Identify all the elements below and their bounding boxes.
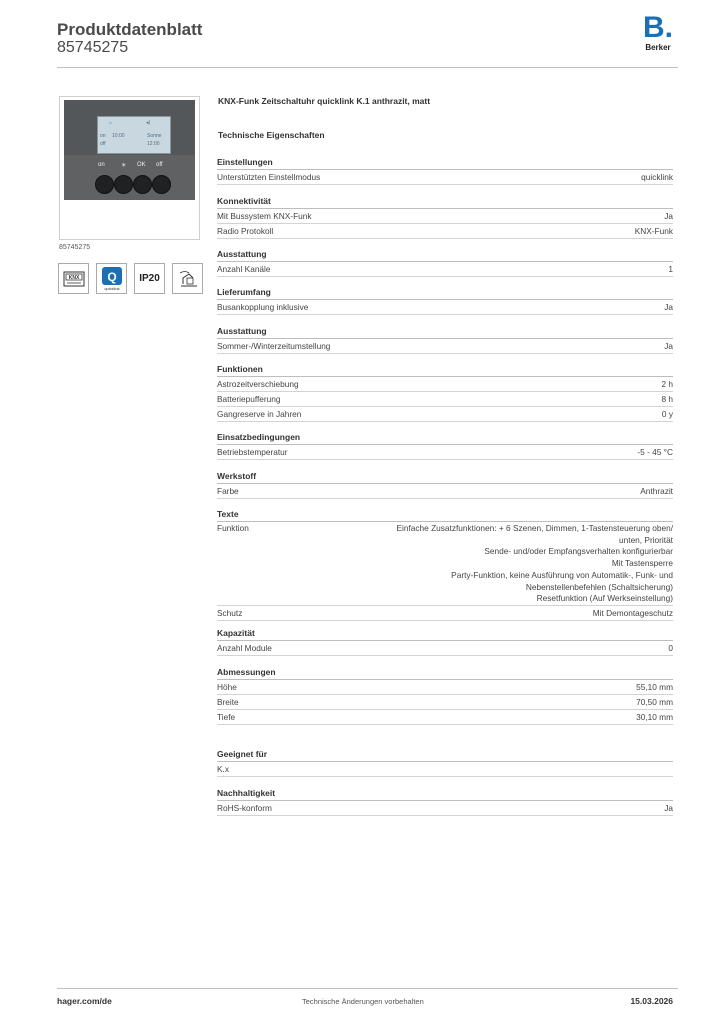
spec-row: Schutz Mit Demontageschutz — [217, 606, 673, 621]
footer-date: 15.03.2026 — [630, 996, 673, 1006]
section-einsatzbedingungen — [217, 431, 673, 460]
spec-row: Tiefe 30,10 mm — [217, 710, 673, 725]
section-geeignet — [217, 748, 673, 777]
section-heading: Konnektivität — [217, 195, 673, 209]
spec-row: Funktion Einfache Zusatzfunktionen: + 6 Szenen, Dimmen, 1-Tastensteuerung oben/ unten, Priorität Sende- und/oder Empfangsverhalten konfigurierbar Mit Tastensperre Party-Funktion, keine Ausführung von Automatik-, Funk- und Nebenstellenbefehlen (Schaltsicherung) Resetfunktion (Auf Werkseinstellung) — [217, 522, 673, 606]
spec-row: Mit Bussystem KNX-Funk Ja — [217, 209, 673, 224]
section-heading: Lieferumfang — [217, 286, 673, 300]
device-button — [114, 175, 133, 194]
product-image — [59, 96, 200, 240]
spec-row: Radio Protokoll KNX-Funk — [217, 224, 673, 239]
spec-row: Höhe 55,10 mm — [217, 680, 673, 695]
knx-rf-icon — [58, 263, 89, 294]
section-einstellungen — [217, 156, 673, 185]
section-kapazitaet — [217, 627, 673, 656]
device-illustration: ☼ ◂) on 10:00 Sonne off 12:00 on ☀ OK off — [64, 100, 195, 200]
section-abmessungen — [217, 666, 673, 725]
section-funktionen — [217, 363, 673, 422]
svg-text:Q: Q — [106, 269, 117, 284]
speaker-icon: ◂) — [146, 120, 151, 126]
section-heading: Abmessungen — [217, 666, 673, 680]
device-display: ☼ ◂) on 10:00 Sonne off 12:00 — [97, 116, 171, 154]
section-heading: Ausstattung — [217, 325, 673, 339]
footer-disclaimer: Technische Änderungen vorbehalten — [302, 997, 424, 1006]
logo-letter: B. — [643, 11, 673, 44]
spec-row: Anzahl Module 0 — [217, 641, 673, 656]
section-nachhaltigkeit — [217, 787, 673, 816]
svg-text:KNX: KNX — [68, 274, 79, 281]
section-werkstoff — [217, 470, 673, 499]
spec-row: Breite 70,50 mm — [217, 695, 673, 710]
spec-row: Farbe Anthrazit — [217, 484, 673, 499]
wall-mount-icon — [172, 263, 203, 294]
section-heading: Geeignet für — [217, 748, 673, 762]
tech-heading: Technische Eigenschaften — [218, 130, 325, 140]
product-title: KNX-Funk Zeitschaltuhr quicklink K.1 anthrazit, matt — [218, 96, 431, 106]
spec-row: Batteriepufferung 8 h — [217, 392, 673, 407]
spec-row: RoHS-konform Ja — [217, 801, 673, 816]
spec-row: Anzahl Kanäle 1 — [217, 262, 673, 277]
spec-row: Sommer-/Winterzeitumstellung Ja — [217, 339, 673, 354]
spec-row: Astrozeitverschiebung 2 h — [217, 377, 673, 392]
image-article-number: 85745275 — [59, 244, 91, 251]
section-lieferumfang — [217, 286, 673, 315]
section-texte — [217, 508, 673, 621]
footer-divider — [57, 988, 678, 989]
svg-text:quicklink: quicklink — [103, 285, 120, 291]
device-button — [95, 175, 114, 194]
spec-row: Betriebstemperatur -5 - 45 °C — [217, 445, 673, 460]
berker-logo — [640, 11, 676, 52]
header-divider — [57, 67, 678, 68]
device-button — [133, 175, 152, 194]
spec-row: Busankopplung inklusive Ja — [217, 300, 673, 315]
ip-rating: IP20 — [139, 273, 160, 284]
spec-row: Unterstützten Einstellmodus quicklink — [217, 170, 673, 185]
article-number: 85745275 — [57, 39, 129, 56]
section-heading: Einstellungen — [217, 156, 673, 170]
section-heading: Nachhaltigkeit — [217, 787, 673, 801]
device-button — [152, 175, 171, 194]
section-heading: Werkstoff — [217, 470, 673, 484]
sun-icon: ☼ — [108, 120, 113, 126]
section-heading: Kapazität — [217, 627, 673, 641]
section-ausstattung — [217, 248, 673, 277]
section-ausstattung-2 — [217, 325, 673, 354]
footer-website: hager.com/de — [57, 996, 112, 1006]
section-konnektivitaet — [217, 195, 673, 239]
spec-row: K.x — [217, 762, 673, 777]
logo-name: Berker — [645, 43, 671, 52]
quicklink-icon — [96, 263, 127, 294]
section-heading: Texte — [217, 508, 673, 522]
section-heading: Funktionen — [217, 363, 673, 377]
section-heading: Einsatzbedingungen — [217, 431, 673, 445]
ip20-icon — [134, 263, 165, 294]
section-heading: Ausstattung — [217, 248, 673, 262]
spec-row: Gangreserve in Jahren 0 y — [217, 407, 673, 422]
page-title: Produktdatenblatt — [57, 20, 203, 39]
